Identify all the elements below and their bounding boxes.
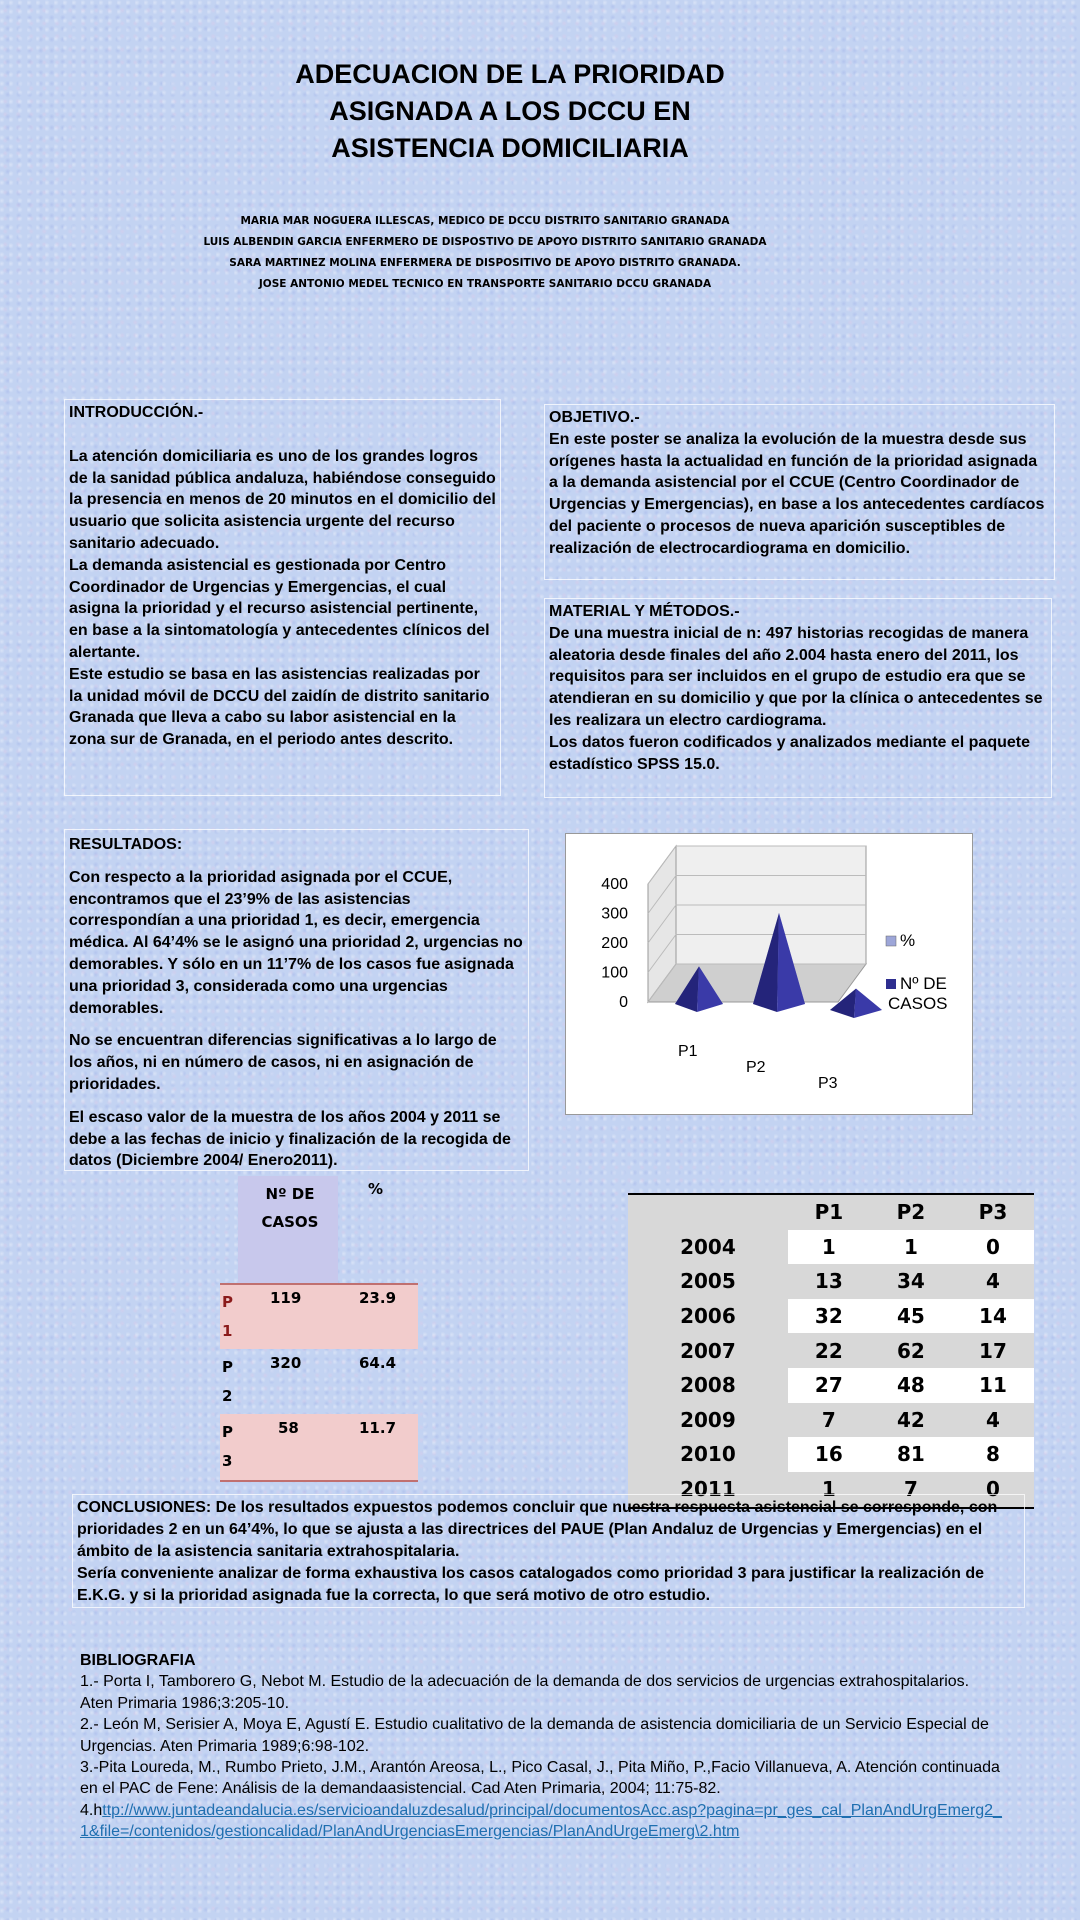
year-row (628, 1403, 1034, 1438)
author-4: JOSE ANTONIO MEDEL TECNICO EN TRANSPORTE SANITARIO DCCU GRANADA (258, 278, 712, 290)
count-cell: 4 (952, 1403, 1034, 1438)
x-tick-label-p2: P2 (746, 1059, 766, 1076)
row-3-cases: 58 (278, 1419, 299, 1437)
author-3: SARA MARTINEZ MOLINA ENFERMERA DE DISPOSITIVO DE APOYO DISTRITO GRANADA. (229, 257, 741, 269)
priority-table (220, 1176, 418, 1482)
year-row (628, 1368, 1034, 1403)
introduction-section (64, 399, 501, 796)
year-row (628, 1299, 1034, 1334)
title-line-1: ADECUACION DE LA PRIORIDAD (295, 59, 725, 89)
year-table-grid (628, 1195, 1034, 1506)
author-1: MARIA MAR NOGUERA ILLESCAS, MEDICO DE DCCU DISTRITO SANITARIO GRANADA (240, 215, 730, 227)
row-1-label: P 1 (222, 1293, 233, 1340)
bibliography-heading: BIBLIOGRAFIA (80, 1652, 196, 1669)
count-cell: 1 (788, 1230, 870, 1265)
count-cell: 1 (870, 1230, 952, 1265)
objective-text: En este poster se analiza la evolución de la muestra desde sus orígenes hasta la actualidad en función de la prioridad asignada a la demanda asistencial por el CCUE (Centro Coordinador de Urgencias y Emergencias), en base a los antecedentes cardíacos del paciente o procesos de nueva aparición susceptibles de realización de electrocardiograma en domicilio. (549, 430, 1045, 557)
intro-heading: INTRODUCCIÓN.- (69, 404, 204, 421)
reference-2: 2.- León M, Serisier A, Moya E, Agustí E. Estudio cualitativo de la demanda de asistencia domiciliaria de un Servicio Especial de Urgencias. Aten Primaria 1989;6:98-102. (80, 1716, 989, 1755)
intro-paragraph-2: La demanda asistencial es gestionada por Centro Coordinador de Urgencias y Emergencias, el cual asigna la prioridad y el recurso asistencial pertinente, en base a la sintomatología y antecedentes clínicos del alertante. (69, 556, 490, 661)
title-line-2: ASIGNADA A LOS DCCU EN (329, 96, 691, 126)
reference-3: 3.-Pita Loureda, M., Rumbo Prieto, J.M., Arantón Areosa, L., Pico Casal, J., Pita Miño, P.,Facio Villanueva, A. Atención continuada en el PAC de Fene: Análisis de la demandaasistencial. Cad Aten Primaria, 2004; 11:75-82. (80, 1759, 1000, 1798)
year-cell: 2005 (628, 1264, 788, 1299)
results-paragraph-2: No se encuentran diferencias significativas a lo largo de los años, ni en número de casos, ni en asignación de prioridades. (69, 1032, 497, 1093)
row-3-label: P 3 (222, 1423, 233, 1470)
results-paragraph-3: El escaso valor de la muestra de los años 2004 y 2011 se debe a las fechas de inicio y finalización de la recogida de datos (Diciembre 2004/ Enero2011). (69, 1108, 511, 1170)
count-cell: 16 (788, 1437, 870, 1472)
title-line-3: ASISTENCIA DOMICILIARIA (331, 133, 689, 163)
year-table-header (628, 1195, 1034, 1230)
intro-paragraph-1: La atención domiciliaria es uno de los grandes logros de la sanidad pública andaluza, habiéndose conseguido la presencia en menos de 20 minutos en el domicilio del usuario que solicita asistencia urgente del recurso sanitario adecuado. (69, 447, 496, 552)
count-cell: 4 (952, 1264, 1034, 1299)
count-cell: 1 (788, 1472, 870, 1507)
legend-label-percent: % (900, 931, 916, 950)
row-2-cases: 320 (270, 1354, 302, 1372)
header-pct: % (368, 1180, 384, 1198)
count-cell: 8 (952, 1437, 1034, 1472)
objective-heading: OBJETIVO.- (549, 409, 640, 426)
methods-section (544, 598, 1052, 798)
year-table (628, 1193, 1034, 1509)
objective-section (544, 404, 1055, 580)
bibliography-section (80, 1650, 1005, 1843)
legend-label-cases-part: Nº DE (900, 974, 947, 993)
year-cell: 2010 (680, 1442, 736, 1467)
methods-paragraph-2: Los datos fueron codificados y analizados mediante el paquete estadístico SPSS 15.0. (549, 733, 1030, 773)
intro-spacer (69, 424, 496, 446)
count-cell: 22 (788, 1333, 870, 1368)
authors (200, 214, 770, 298)
legend-swatch-cases (886, 979, 896, 989)
count-cell: 0 (952, 1230, 1034, 1265)
row-2-pct: 64.4 (359, 1354, 397, 1372)
legend-swatch-percent (886, 936, 896, 946)
author-2: LUIS ALBENDIN GARCIA ENFERMERO DE DISPOSTIVO DE APOYO DISTRITO SANITARIO GRANADA (203, 236, 767, 248)
legend-label-cases (888, 974, 948, 1013)
cases-pyramid-p3-right (854, 989, 882, 1018)
intro-paragraph-3: Este estudio se basa en las asistencias realizadas por la unidad móvil de DCCU del zaidín de distrito sanitario Granada que lleva a cabo su labor asistencial en la zona sur de Granada, en el periodo antes descrito. (69, 665, 490, 749)
count-cell: 42 (870, 1403, 952, 1438)
count-cell: 7 (788, 1403, 870, 1438)
methods-paragraph-1: De una muestra inicial de n: 497 historias recogidas de manera aleatoria desde finales del año 2.004 hasta enero del 2011, los requisitos para ser incluidos en el grupo de estudio era que se atendieran en su domicilio y que por la clínica o antecedentes se les realizara un electro cardiograma. (549, 624, 1043, 729)
legend-label-cases-part: CASOS (888, 994, 948, 1013)
y-tick-label: 100 (601, 964, 628, 982)
count-cell: 48 (870, 1368, 952, 1403)
results-heading: RESULTADOS: (69, 836, 183, 853)
year-cell: 2004 (680, 1234, 736, 1259)
year-header-p1: P1 (788, 1195, 870, 1230)
count-cell: 17 (952, 1333, 1034, 1368)
year-header-blank (628, 1195, 788, 1230)
conclusions-paragraph-1: CONCLUSIONES: De los resultados expuestos podemos concluir que nuestra respuesta asistencial se corresponde, con prioridades 2 en un 64’4%, lo que se ajusta a las directrices del PAUE (Plan Andaluz de Urgencias y Emergencias) en el ámbito de la asistencia sanitaria extrahospitalaria. (77, 1499, 998, 1560)
count-cell: 27 (788, 1368, 870, 1403)
year-row (628, 1437, 1034, 1472)
count-cell: 62 (870, 1333, 952, 1368)
count-cell: 13 (788, 1264, 870, 1299)
results-section (64, 829, 529, 1171)
row-1-cases: 119 (270, 1289, 302, 1307)
year-cell: 2011 (628, 1472, 788, 1507)
year-header-p3: P3 (952, 1195, 1034, 1230)
reference-4 (80, 1800, 1005, 1843)
chart-svg (566, 834, 972, 1114)
header-cases: Nº DE CASOS (261, 1185, 319, 1231)
x-tick-label-p3: P3 (818, 1075, 838, 1092)
row-1-pct: 23.9 (359, 1289, 397, 1307)
count-cell: 45 (870, 1299, 952, 1334)
year-cell: 2006 (680, 1304, 736, 1329)
count-cell: 81 (870, 1437, 952, 1472)
y-tick-label: 200 (601, 935, 628, 952)
reference-1: 1.- Porta I, Tamborero G, Nebot M. Estudio de la adecuación de la demanda de dos servicios de urgencias extrahospitalarios. Aten Primaria 1986;3:205-10. (80, 1673, 970, 1712)
year-cell: 2009 (628, 1403, 788, 1438)
count-cell: 7 (870, 1472, 952, 1507)
year-row (628, 1333, 1034, 1368)
year-header-p2: P2 (870, 1195, 952, 1230)
row-3-pct: 11.7 (359, 1419, 397, 1437)
year-cell: 2007 (628, 1333, 788, 1368)
y-tick-label: 400 (601, 876, 628, 893)
count-cell: 11 (952, 1368, 1034, 1403)
results-paragraph-1: Con respecto a la prioridad asignada por el CCUE, encontramos que el 23’9% de las asistencias correspondían a una prioridad 1, es decir, emergencia médica. Al 64’4% se le asignó una prioridad 2, urgencias no demorables. Y sólo en un 11’7% de los casos fue asignada una prioridad 3, considerada como una urgencias demorables. (69, 868, 523, 1017)
y-tick-label: 0 (619, 994, 628, 1011)
poster-title (200, 56, 820, 167)
conclusions-section (72, 1494, 1025, 1608)
count-cell: 14 (952, 1299, 1034, 1334)
count-cell: 34 (870, 1264, 952, 1299)
reference-4-prefix: 4.h (80, 1801, 103, 1819)
count-cell: 32 (788, 1299, 870, 1334)
row-2-label: P 2 (222, 1358, 233, 1405)
table-rule-bottom (220, 1480, 418, 1482)
methods-heading: MATERIAL Y MÉTODOS.- (549, 603, 740, 620)
count-cell: 0 (952, 1472, 1034, 1507)
year-row (628, 1230, 1034, 1265)
conclusions-paragraph-2: Sería conveniente analizar de forma exhaustiva los casos catalogados como prioridad 3 para justificar la realización de E.K.G. y si la prioridad asignada fue la correcta, lo que será motivo de otro estudio. (77, 1565, 984, 1604)
year-row (628, 1264, 1034, 1299)
reference-4-link[interactable]: ttp://www.juntadeandalucia.es/servicioandaluzdesalud/principal/documentosAcc.asp?pagina=pr_ges_cal_PlanAndUrgEmerg2_1&file=/contenidos/gestioncalidad/PlanAndUrgenciasEmergencias/PlanAndUrgeEmerg\2.htm (80, 1801, 1002, 1841)
y-tick-label: 300 (601, 905, 628, 923)
x-tick-label-p1: P1 (678, 1043, 698, 1060)
priority-chart (565, 833, 973, 1115)
year-cell: 2008 (680, 1373, 736, 1398)
